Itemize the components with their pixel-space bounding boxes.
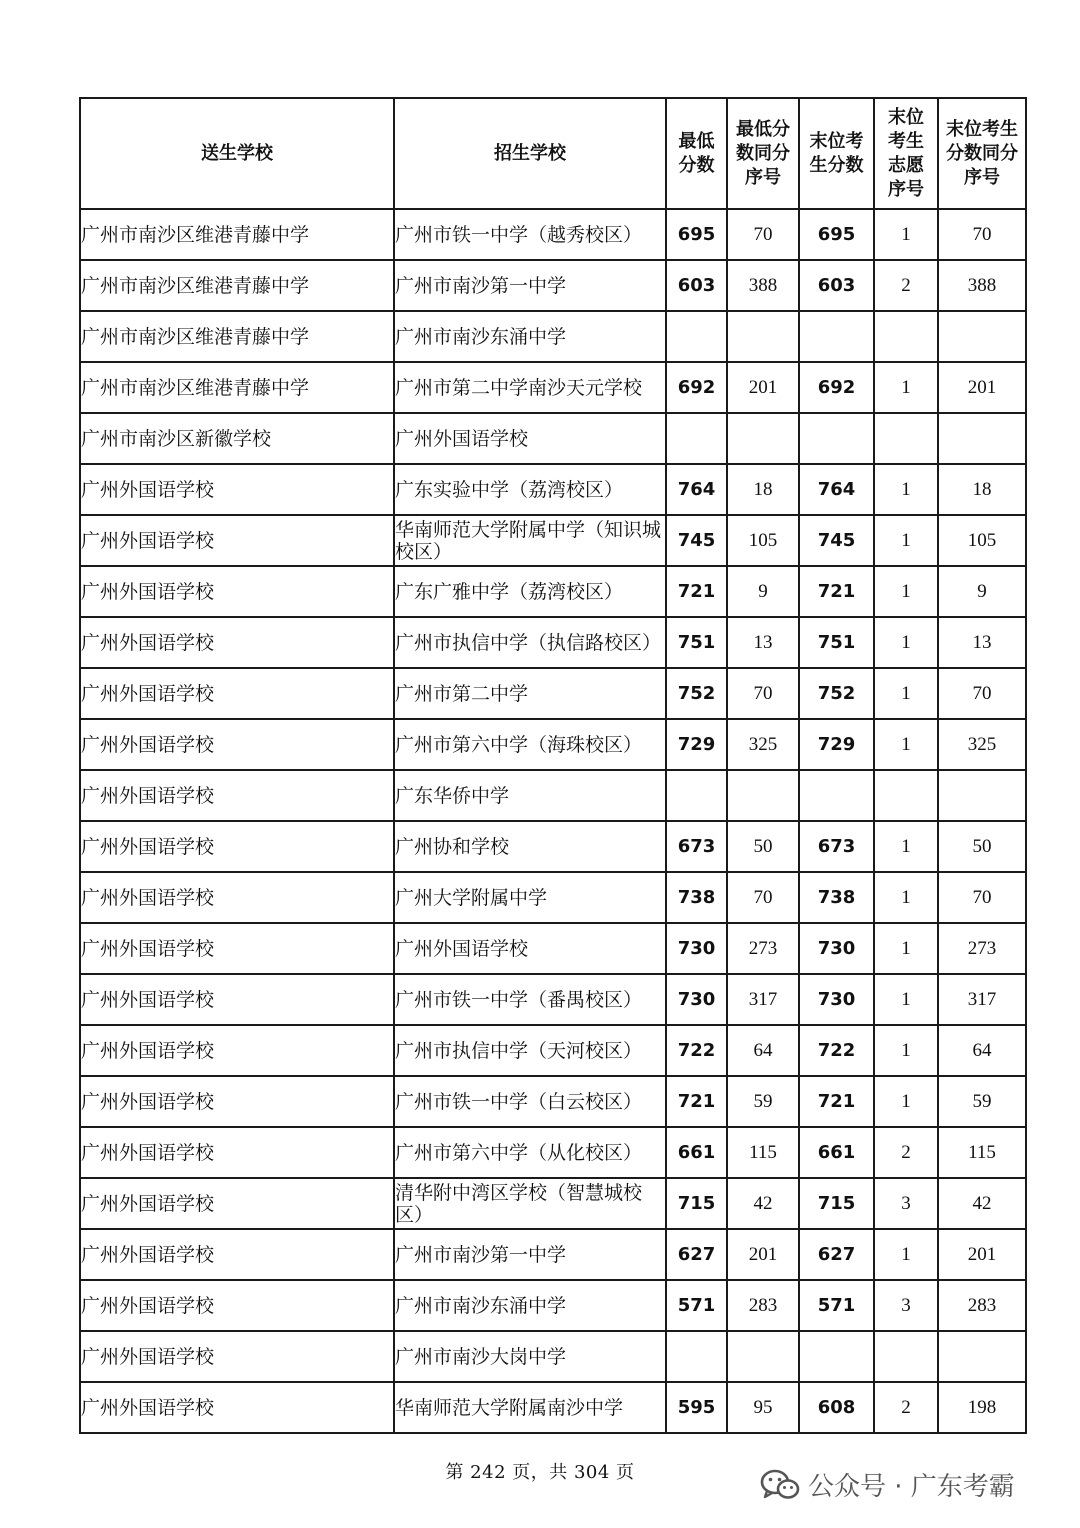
cell-last-score: 721	[799, 566, 874, 617]
cell-sender-school: 广州外国语学校	[80, 974, 394, 1025]
cell-last-score: 730	[799, 974, 874, 1025]
cell-sender-school: 广州外国语学校	[80, 770, 394, 821]
cell-last-choice-rank: 2	[874, 260, 938, 311]
table-row	[80, 821, 1026, 872]
cell-last-score: 603	[799, 260, 874, 311]
cell-last-score	[799, 1331, 874, 1382]
table-row	[80, 923, 1026, 974]
cell-last-score-rank: 105	[938, 515, 1026, 566]
cell-last-score-rank: 59	[938, 1076, 1026, 1127]
cell-last-score	[799, 311, 874, 362]
table-row	[80, 413, 1026, 464]
cell-admitting-school: 清华附中湾区学校（智慧城校区）	[394, 1178, 666, 1229]
cell-admitting-school: 广东华侨中学	[394, 770, 666, 821]
cell-last-choice-rank: 1	[874, 1229, 938, 1280]
cell-last-score-rank: 18	[938, 464, 1026, 515]
cell-last-choice-rank: 1	[874, 1025, 938, 1076]
cell-min-score-rank	[727, 1331, 799, 1382]
table-row	[80, 464, 1026, 515]
cell-last-score: 722	[799, 1025, 874, 1076]
cell-sender-school: 广州外国语学校	[80, 1025, 394, 1076]
cell-sender-school: 广州外国语学校	[80, 617, 394, 668]
cell-sender-school: 广州外国语学校	[80, 1178, 394, 1229]
header-last-choice-rank: 末位 考生 志愿 序号	[874, 98, 938, 209]
table-row	[80, 515, 1026, 566]
cell-last-choice-rank: 1	[874, 668, 938, 719]
cell-admitting-school: 华南师范大学附属南沙中学	[394, 1382, 666, 1433]
cell-admitting-school: 广州市第二中学	[394, 668, 666, 719]
cell-last-choice-rank: 1	[874, 566, 938, 617]
cell-min-score	[666, 413, 727, 464]
cell-last-choice-rank: 3	[874, 1178, 938, 1229]
cell-last-score-rank: 273	[938, 923, 1026, 974]
cell-admitting-school: 广州市南沙第一中学	[394, 260, 666, 311]
table-row	[80, 1178, 1026, 1229]
cell-min-score: 721	[666, 566, 727, 617]
table-row	[80, 974, 1026, 1025]
cell-last-score	[799, 413, 874, 464]
cell-last-choice-rank: 1	[874, 209, 938, 260]
cell-last-choice-rank: 1	[874, 923, 938, 974]
table-row	[80, 566, 1026, 617]
cell-sender-school: 广州外国语学校	[80, 1280, 394, 1331]
cell-sender-school: 广州外国语学校	[80, 1076, 394, 1127]
cell-min-score-rank	[727, 311, 799, 362]
cell-min-score: 692	[666, 362, 727, 413]
cell-last-score-rank: 50	[938, 821, 1026, 872]
cell-last-score-rank: 201	[938, 1229, 1026, 1280]
cell-min-score: 661	[666, 1127, 727, 1178]
cell-admitting-school: 广州市铁一中学（越秀校区）	[394, 209, 666, 260]
cell-min-score: 571	[666, 1280, 727, 1331]
cell-sender-school: 广州外国语学校	[80, 1127, 394, 1178]
cell-min-score	[666, 770, 727, 821]
table-row	[80, 617, 1026, 668]
cell-last-choice-rank	[874, 770, 938, 821]
cell-sender-school: 广州市南沙区维港青藤中学	[80, 311, 394, 362]
cell-sender-school: 广州外国语学校	[80, 1382, 394, 1433]
cell-min-score-rank: 105	[727, 515, 799, 566]
cell-min-score: 715	[666, 1178, 727, 1229]
cell-admitting-school: 广州市铁一中学（白云校区）	[394, 1076, 666, 1127]
cell-last-score-rank: 317	[938, 974, 1026, 1025]
cell-min-score: 738	[666, 872, 727, 923]
cell-last-score: 695	[799, 209, 874, 260]
header-last-score: 末位考 生分数	[799, 98, 874, 209]
cell-last-choice-rank: 1	[874, 719, 938, 770]
cell-admitting-school: 广州外国语学校	[394, 413, 666, 464]
cell-sender-school: 广州外国语学校	[80, 821, 394, 872]
cell-last-score: 729	[799, 719, 874, 770]
cell-sender-school: 广州外国语学校	[80, 719, 394, 770]
cell-last-choice-rank	[874, 413, 938, 464]
cell-admitting-school: 广州市第六中学（从化校区）	[394, 1127, 666, 1178]
cell-min-score-rank: 13	[727, 617, 799, 668]
cell-last-score-rank: 70	[938, 209, 1026, 260]
table-row	[80, 362, 1026, 413]
cell-last-score-rank: 388	[938, 260, 1026, 311]
cell-min-score-rank: 42	[727, 1178, 799, 1229]
cell-min-score: 729	[666, 719, 727, 770]
cell-admitting-school: 广州协和学校	[394, 821, 666, 872]
page-number: 第 242 页，共 304 页	[445, 1462, 635, 1483]
cell-last-score-rank: 325	[938, 719, 1026, 770]
cell-last-choice-rank: 1	[874, 821, 938, 872]
table-row	[80, 872, 1026, 923]
cell-last-score: 745	[799, 515, 874, 566]
cell-min-score: 695	[666, 209, 727, 260]
cell-last-score-rank: 13	[938, 617, 1026, 668]
cell-min-score-rank	[727, 770, 799, 821]
cell-last-score: 752	[799, 668, 874, 719]
cell-sender-school: 广州外国语学校	[80, 1331, 394, 1382]
table-row	[80, 260, 1026, 311]
cell-admitting-school: 广东实验中学（荔湾校区）	[394, 464, 666, 515]
cell-min-score-rank: 273	[727, 923, 799, 974]
cell-last-choice-rank: 2	[874, 1382, 938, 1433]
cell-last-score: 692	[799, 362, 874, 413]
cell-last-choice-rank	[874, 311, 938, 362]
cell-admitting-school: 广东广雅中学（荔湾校区）	[394, 566, 666, 617]
table-row	[80, 1025, 1026, 1076]
cell-last-choice-rank: 1	[874, 464, 938, 515]
cell-min-score-rank: 64	[727, 1025, 799, 1076]
cell-admitting-school: 华南师范大学附属中学（知识城校区）	[394, 515, 666, 566]
cell-min-score: 752	[666, 668, 727, 719]
cell-min-score-rank: 70	[727, 209, 799, 260]
cell-last-choice-rank: 1	[874, 515, 938, 566]
cell-min-score: 764	[666, 464, 727, 515]
cell-min-score: 721	[666, 1076, 727, 1127]
cell-sender-school: 广州市南沙区维港青藤中学	[80, 209, 394, 260]
table-row	[80, 311, 1026, 362]
table-body	[80, 209, 1026, 1433]
cell-last-choice-rank: 3	[874, 1280, 938, 1331]
cell-last-score-rank	[938, 1331, 1026, 1382]
cell-last-score-rank: 283	[938, 1280, 1026, 1331]
header-last-score-rank: 末位考生 分数同分 序号	[938, 98, 1026, 209]
cell-min-score: 595	[666, 1382, 727, 1433]
cell-sender-school: 广州外国语学校	[80, 872, 394, 923]
cell-min-score: 730	[666, 923, 727, 974]
cell-admitting-school: 广州市第二中学南沙天元学校	[394, 362, 666, 413]
cell-last-score-rank: 198	[938, 1382, 1026, 1433]
cell-last-score-rank: 201	[938, 362, 1026, 413]
cell-last-score: 627	[799, 1229, 874, 1280]
cell-sender-school: 广州外国语学校	[80, 566, 394, 617]
table-row	[80, 1229, 1026, 1280]
cell-last-score-rank	[938, 413, 1026, 464]
cell-min-score: 722	[666, 1025, 727, 1076]
admissions-table	[79, 97, 1027, 1434]
cell-min-score: 603	[666, 260, 727, 311]
cell-last-score-rank: 42	[938, 1178, 1026, 1229]
cell-last-choice-rank: 1	[874, 974, 938, 1025]
cell-last-score: 721	[799, 1076, 874, 1127]
cell-last-score: 715	[799, 1178, 874, 1229]
cell-last-score: 730	[799, 923, 874, 974]
cell-min-score	[666, 311, 727, 362]
cell-min-score: 627	[666, 1229, 727, 1280]
table-row	[80, 1382, 1026, 1433]
watermark	[760, 1466, 1015, 1503]
cell-last-score-rank: 70	[938, 872, 1026, 923]
table-row	[80, 770, 1026, 821]
cell-admitting-school: 广州市南沙东涌中学	[394, 311, 666, 362]
cell-sender-school: 广州外国语学校	[80, 515, 394, 566]
cell-min-score-rank: 283	[727, 1280, 799, 1331]
cell-min-score-rank: 201	[727, 362, 799, 413]
cell-sender-school: 广州市南沙区维港青藤中学	[80, 362, 394, 413]
cell-min-score: 730	[666, 974, 727, 1025]
header-min-score-rank: 最低分 数同分 序号	[727, 98, 799, 209]
table-row	[80, 1331, 1026, 1382]
cell-sender-school: 广州市南沙区新徽学校	[80, 413, 394, 464]
cell-last-score: 673	[799, 821, 874, 872]
cell-last-score-rank: 9	[938, 566, 1026, 617]
cell-min-score-rank: 325	[727, 719, 799, 770]
cell-admitting-school: 广州市南沙东涌中学	[394, 1280, 666, 1331]
cell-sender-school: 广州外国语学校	[80, 464, 394, 515]
cell-last-score-rank: 70	[938, 668, 1026, 719]
table-row	[80, 209, 1026, 260]
cell-min-score: 673	[666, 821, 727, 872]
table-header-row	[80, 98, 1026, 209]
cell-sender-school: 广州外国语学校	[80, 923, 394, 974]
header-sender-school: 送生学校	[80, 98, 394, 209]
cell-sender-school: 广州市南沙区维港青藤中学	[80, 260, 394, 311]
table-row	[80, 719, 1026, 770]
cell-min-score-rank: 50	[727, 821, 799, 872]
cell-last-score	[799, 770, 874, 821]
header-admitting-school: 招生学校	[394, 98, 666, 209]
cell-min-score-rank: 70	[727, 872, 799, 923]
cell-min-score-rank: 59	[727, 1076, 799, 1127]
cell-last-choice-rank: 1	[874, 617, 938, 668]
cell-admitting-school: 广州大学附属中学	[394, 872, 666, 923]
cell-sender-school: 广州外国语学校	[80, 668, 394, 719]
header-min-score: 最低 分数	[666, 98, 727, 209]
table-row	[80, 1127, 1026, 1178]
cell-min-score-rank: 201	[727, 1229, 799, 1280]
cell-admitting-school: 广州市第六中学（海珠校区）	[394, 719, 666, 770]
cell-min-score-rank: 9	[727, 566, 799, 617]
cell-min-score-rank: 115	[727, 1127, 799, 1178]
watermark-text: 公众号 · 广东考霸	[808, 1472, 1015, 1502]
cell-last-score-rank	[938, 311, 1026, 362]
cell-min-score-rank: 317	[727, 974, 799, 1025]
cell-admitting-school: 广州市执信中学（执信路校区）	[394, 617, 666, 668]
cell-min-score-rank: 18	[727, 464, 799, 515]
cell-last-score: 751	[799, 617, 874, 668]
cell-min-score: 745	[666, 515, 727, 566]
cell-last-score: 661	[799, 1127, 874, 1178]
table-row	[80, 1280, 1026, 1331]
cell-last-score: 571	[799, 1280, 874, 1331]
cell-last-score: 738	[799, 872, 874, 923]
cell-min-score: 751	[666, 617, 727, 668]
cell-last-choice-rank	[874, 1331, 938, 1382]
cell-min-score-rank: 70	[727, 668, 799, 719]
wechat-icon	[760, 1468, 800, 1502]
cell-min-score	[666, 1331, 727, 1382]
cell-last-score-rank: 64	[938, 1025, 1026, 1076]
cell-last-choice-rank: 1	[874, 1076, 938, 1127]
cell-last-choice-rank: 2	[874, 1127, 938, 1178]
cell-admitting-school: 广州外国语学校	[394, 923, 666, 974]
cell-admitting-school: 广州市执信中学（天河校区）	[394, 1025, 666, 1076]
cell-last-score: 764	[799, 464, 874, 515]
cell-last-choice-rank: 1	[874, 362, 938, 413]
table-row	[80, 1076, 1026, 1127]
cell-last-score-rank	[938, 770, 1026, 821]
cell-last-choice-rank: 1	[874, 872, 938, 923]
cell-min-score-rank	[727, 413, 799, 464]
cell-admitting-school: 广州市南沙第一中学	[394, 1229, 666, 1280]
table-row	[80, 668, 1026, 719]
cell-last-score: 608	[799, 1382, 874, 1433]
cell-admitting-school: 广州市铁一中学（番禺校区）	[394, 974, 666, 1025]
cell-min-score-rank: 388	[727, 260, 799, 311]
cell-min-score-rank: 95	[727, 1382, 799, 1433]
cell-last-score-rank: 115	[938, 1127, 1026, 1178]
cell-admitting-school: 广州市南沙大岗中学	[394, 1331, 666, 1382]
cell-sender-school: 广州外国语学校	[80, 1229, 394, 1280]
